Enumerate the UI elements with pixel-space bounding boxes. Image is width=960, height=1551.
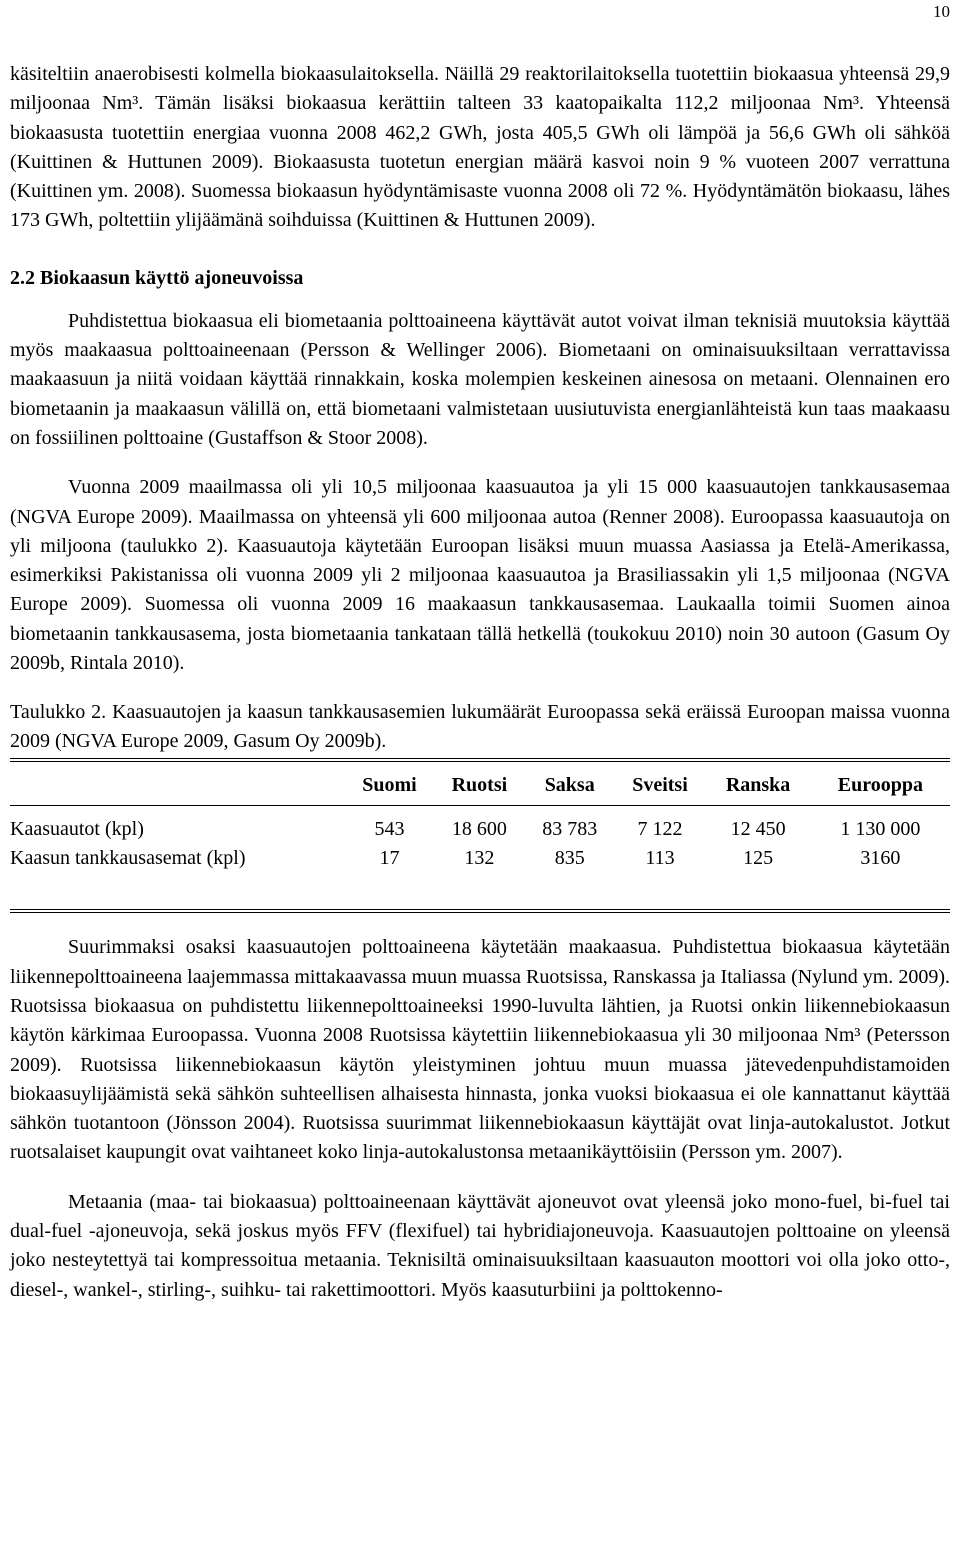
table-cell: 18 600 [451, 818, 507, 841]
column-header: Ranska [705, 762, 810, 806]
row-label: Kaasuautot (kpl) [10, 818, 144, 841]
table-cell: 125 [743, 847, 774, 870]
row-label: Kaasun tankkausasemat (kpl) [10, 847, 246, 870]
table-cell: 1 130 000 [840, 818, 921, 841]
table-cell: 7 122 [637, 818, 683, 841]
table-header-row [10, 762, 950, 806]
table-cell: 543 [374, 818, 405, 841]
paragraph-gas-vehicle-stats: Vuonna 2009 maailmassa oli yli 10,5 miljoonaa kaasuautoa ja yli 15 000 kaasuautojen tankkausasemaa (NGVA Europe 2009). Maailmassa on yhteensä yli 600 miljoonaa autoa (Renner 2008). Euroopassa kaasuautoja on yli miljoona (taulukko 2). Kaasuautoja käytetään Euroopan lisäksi muun muassa Aasiassa ja Etelä-Amerikassa, esimerkiksi Pakistanissa oli vuonna 2009 yli 2 miljoonaa kaasuautoa ja Brasiliassakin yli 1,5 miljoonaa (NGVA Europe 2009). Suomessa oli vuonna 2009 16 maakaasun tankkausasemaa. Laukaalla toimii Suomen ainoa biometaanin tankkausasema, josta biometaania tankataan tällä hetkellä (toukokuu 2010) noin 30 autoon (Gasum Oy 2009b, Rintala 2010). [10, 476, 950, 675]
table-cell: 132 [464, 847, 495, 870]
table-cell: 3160 [860, 847, 901, 870]
table-cell: 113 [645, 847, 675, 870]
paragraph-vehicle-types: Metaania (maa- tai biokaasua) polttoaineenaan käyttävät ajoneuvot ovat yleensä joko mono-fuel, bi-fuel tai dual-fuel -ajoneuvoja, sekä joskus myös FFV (flexifuel) tai hybridiajoneuvoja. Kaasuautojen polttoaine on yleensä joko nesteytettyä tai kompressoitua metaania. Teknisiltä ominaisuuksiltaan kaasuauton moottori voi olla joko otto-, diesel-, wankel-, stirling-, suihku- tai rakettimoottori. Myös kaasuturbiini ja polttokenno- [10, 1190, 950, 1301]
table-row [10, 844, 950, 873]
column-header: Suomi [345, 762, 434, 806]
paragraph-sweden-biogas: Suurimmaksi osaksi kaasuautojen polttoaineena käytetään maakaasua. Puhdistettua biokaasua käytetään liikennepolttoaineena laajemmassa mittakaavassa muun muassa Ruotsissa, Ranskassa ja Italiassa (Nylund ym. 2009). Ruotsissa biokaasua on puhdistettu liikennepolttoaineeksi 1990-luvulta lähtien, ja Ruotsi onkin liikennebiokaasun käytön kärkimaa Euroopassa. Vuonna 2008 Ruotsissa käytettiin liikennebiokaasua yli 30 miljoonaa Nm³ (Petersson 2009). Ruotsissa liikennebiokaasun käytön yleistyminen johtuu muun muassa jätevedenpuhdistamoiden biokaasuylijäämistä sekä sähkön suhteellisen alhaisesta hinnasta, jonka vuoksi biokaasua ei ole kannattanut käyttää sähkön tuotantoon (Jönsson 2004). Ruotsissa suurimmat liikennebiokaasun käyttäjät ovat linja-autokalustot. Jotkut ruotsalaiset kaupungit ovat vaihtaneet koko linja-autokalustonsa metaanikäyttöisiin (Persson ym. 2007). [10, 936, 950, 1164]
table-caption: Taulukko 2. Kaasuautojen ja kaasun tankkausasemien lukumäärät Euroopassa sekä eräissä Euroopan maissa vuonna 2009 (NGVA Europe 2009, Gasum Oy 2009b). [10, 701, 950, 753]
paragraph-biomethane-vehicles: Puhdistettua biokaasua eli biometaania polttoaineena käyttävät autot voivat ilman teknisiä muutoksia käyttää myös maakaasua polttoaineenaan (Persson & Wellinger 2006). Biometaani on ominaisuuksiltaan verrattavissa maakaasuun ja niitä voidaan käyttää rinnakkain, koska molempien keskeinen ainesosa on metaani. Olennainen ero biometaanin ja maakaasun välillä on, että biometaani valmistetaan uusiutuvista energianlähteistä kun taas maakaasu on fossiilinen polttoaine (Gustaffson & Stoor 2008). [10, 309, 950, 449]
table-cell: 835 [554, 847, 585, 870]
table-cell: 12 450 [730, 818, 786, 841]
section-heading: 2.2 Biokaasun käyttö ajoneuvoissa [10, 266, 304, 289]
table-end-rule [10, 909, 950, 913]
column-header: Ruotsi [434, 762, 525, 806]
paragraph-biogas-production: käsiteltiin anaerobisesti kolmella biokaasulaitoksella. Näillä 29 reaktorilaitoksella tuotettiin biokaasua yhteensä 29,9 miljoonaa Nm³. Tämän lisäksi biokaasua kerättiin talteen 33 kaatopaikalta 112,2 miljoonaa Nm³. Yhteensä biokaasusta tuotettiin energiaa vuonna 2008 462,2 GWh, josta 405,5 GWh oli lämpöä ja 56,6 GWh oli sähköä (Kuittinen & Huttunen 2009). Biokaasusta tuotetun energian määrä kasvoi noin 9 % vuoteen 2007 verrattuna (Kuittinen ym. 2008). Suomessa biokaasun hyödyntämisaste vuonna 2008 oli 72 %. Hyödyntämätön biokaasu, lähes 173 GWh, poltettiin ylijäämänä soihduissa (Kuittinen & Huttunen 2009). [10, 63, 950, 232]
table-row [10, 806, 950, 845]
table-corner-cell [10, 762, 345, 806]
gas-vehicle-table [10, 758, 950, 873]
column-header: Saksa [525, 762, 615, 806]
page-number: 10 [933, 2, 950, 21]
table-cell: 17 [379, 847, 400, 870]
column-header: Sveitsi [615, 762, 706, 806]
document-page [10, 0, 950, 1305]
column-header: Eurooppa [811, 762, 950, 806]
table-cell: 83 783 [542, 818, 598, 841]
